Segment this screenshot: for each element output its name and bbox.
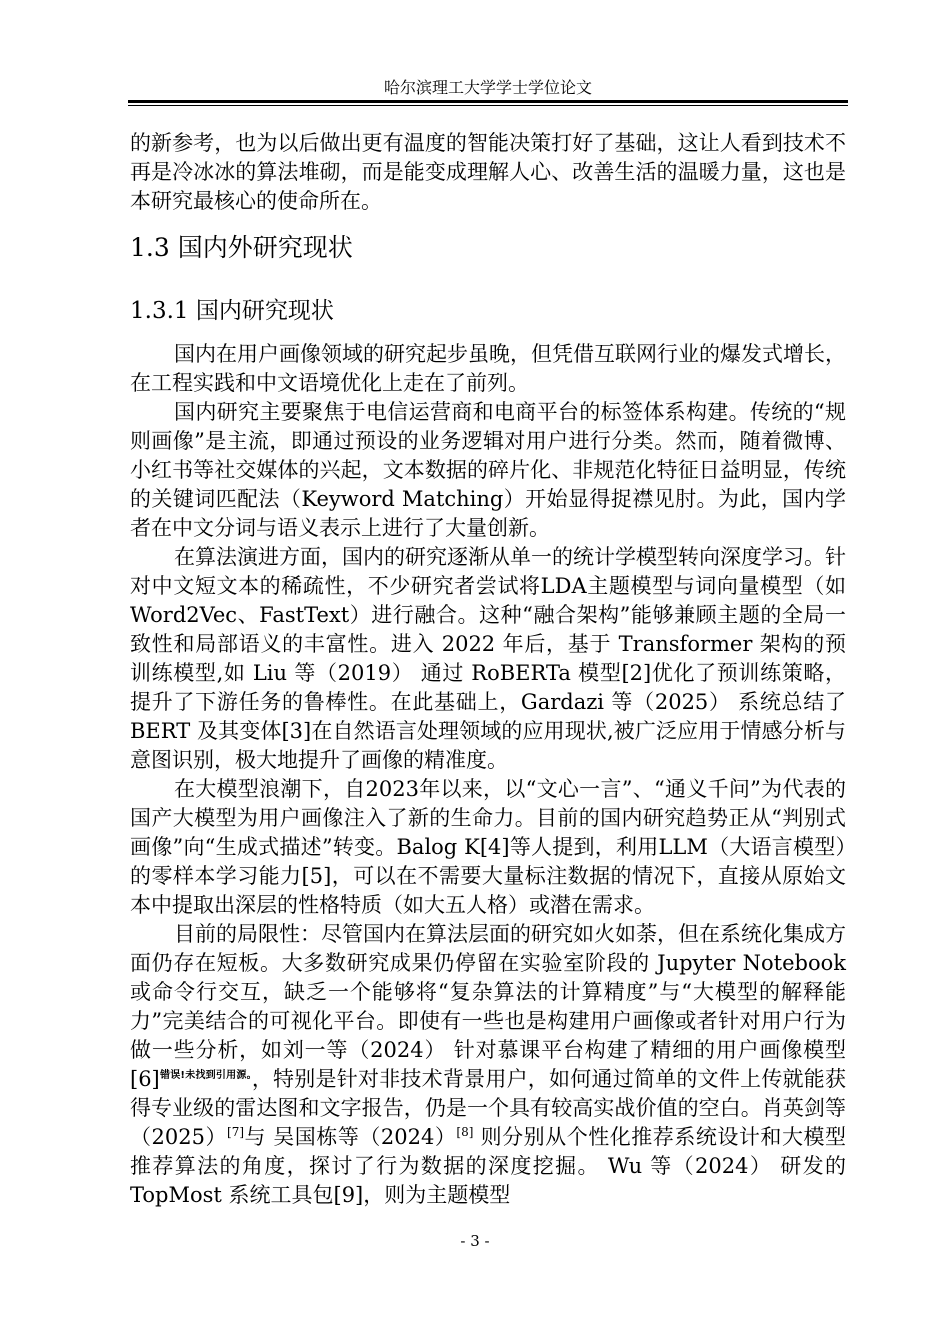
paragraph-continuation: 的新参考，也为以后做出更有温度的智能决策打好了基础，这让人看到技术不再是冷冰冰的算法堆砌，而是能变成理解人心、改善生活的温暖力量，这也是本研究最核心的使命所在。: [130, 131, 846, 213]
paragraph-label-system: 国内研究主要聚焦于电信运营商和电商平台的标签体系构建。传统的“规则画像”是主流，即通过预设的业务逻辑对用户进行分类。然而，随着微博、小红书等社交媒体的兴起，文本数据的碎片化、非规范化特征日益明显，传统的关键词匹配法（Keyword Matching）开始显得捉襟见肘。为此，国内学者在中文分词与语义表示上进行了大量创新。: [130, 400, 846, 540]
section-heading: 1.3 国内外研究现状: [130, 233, 353, 262]
paragraph-limitations: [130, 920, 846, 1210]
limitations-text-b: ，特别是针对非技术背景用户，如何通过简单的文件上传就能获得专业级的雷达图和文字报告，仍是一个具有较高实战价值的空白。肖英剑等（2025）: [130, 1067, 846, 1149]
limitations-text-c: 与 吴国栋等（2024）: [244, 1125, 457, 1149]
page-number: - 3 -: [460, 1232, 490, 1250]
paragraph-large-models: 在大模型浪潮下，自2023年以来，以“文心一言”、“通义千问”为代表的国产大模型为用户画像注入了新的生命力。目前的国内研究趋势正从“判别式画像”向“生成式描述”转变。Balog K[4]等人提到，利用LLM（大语言模型）的零样本学习能力[5]，可以在不需要大量标注数据的情况下，直接从原始文本中提取出深层的性格特质（如大五人格）或潜在需求。: [130, 777, 846, 917]
paragraph-intro: 国内在用户画像领域的研究起步虽晚，但凭借互联网行业的爆发式增长，在工程实践和中文语境优化上走在了前列。: [130, 342, 846, 395]
limitations-text-a: 目前的局限性：尽管国内在算法层面的研究如火如荼，但在系统化集成方面仍存在短板。大多数研究成果仍停留在实验室阶段的 Jupyter Notebook 或命令行交互，缺乏一个能够将“复杂算法的计算精度”与“大模型的解释能力”完美结合的可视化平台。即使有一些也是构建用户画像或者针对用户行为做一些分析，如刘一等（2024） 针对慕课平台构建了精细的用户画像模型[6]: [130, 922, 846, 1091]
paragraph-algorithm-evolution: 在算法演进方面，国内的研究逐渐从单一的统计学模型转向深度学习。针对中文短文本的稀疏性，不少研究者尝试将LDA主题模型与词向量模型（如 Word2Vec、FastText）进行融合。这种“融合架构”能够兼顾主题的全局一致性和局部语义的丰富性。进入 2022 年后，基于 Transformer 架构的预训练模型,如 Liu 等（2019） 通过 RoBERTa 模型[2]优化了预训练策略，提升了下游任务的鲁棒性。在此基础上，Gardazi 等（2025） 系统总结了 BERT 及其变体[3]在自然语言处理领域的应用现状,被广泛应用于情感分析与意图识别，极大地提升了画像的精准度。: [130, 545, 846, 772]
subsection-heading: 1.3.1 国内研究现状: [130, 298, 334, 324]
running-header: 哈尔滨理工大学学士学位论文: [383, 78, 592, 97]
citation-8: [8]: [456, 1125, 474, 1139]
page-body: [130, 129, 846, 1210]
citation-error-note: 错误!未找到引用源。: [159, 1070, 252, 1081]
limitations-text-d: 则分别从个性化推荐系统设计和大模型推荐算法的角度，探讨了行为数据的深度挖掘。 Wu 等（2024） 研发的 TopMost 系统工具包[9]，则为主题模型: [130, 1125, 846, 1207]
header-rule-thin: [128, 105, 848, 106]
citation-7: [7]: [227, 1125, 245, 1139]
header-rule-thick: [128, 100, 848, 103]
